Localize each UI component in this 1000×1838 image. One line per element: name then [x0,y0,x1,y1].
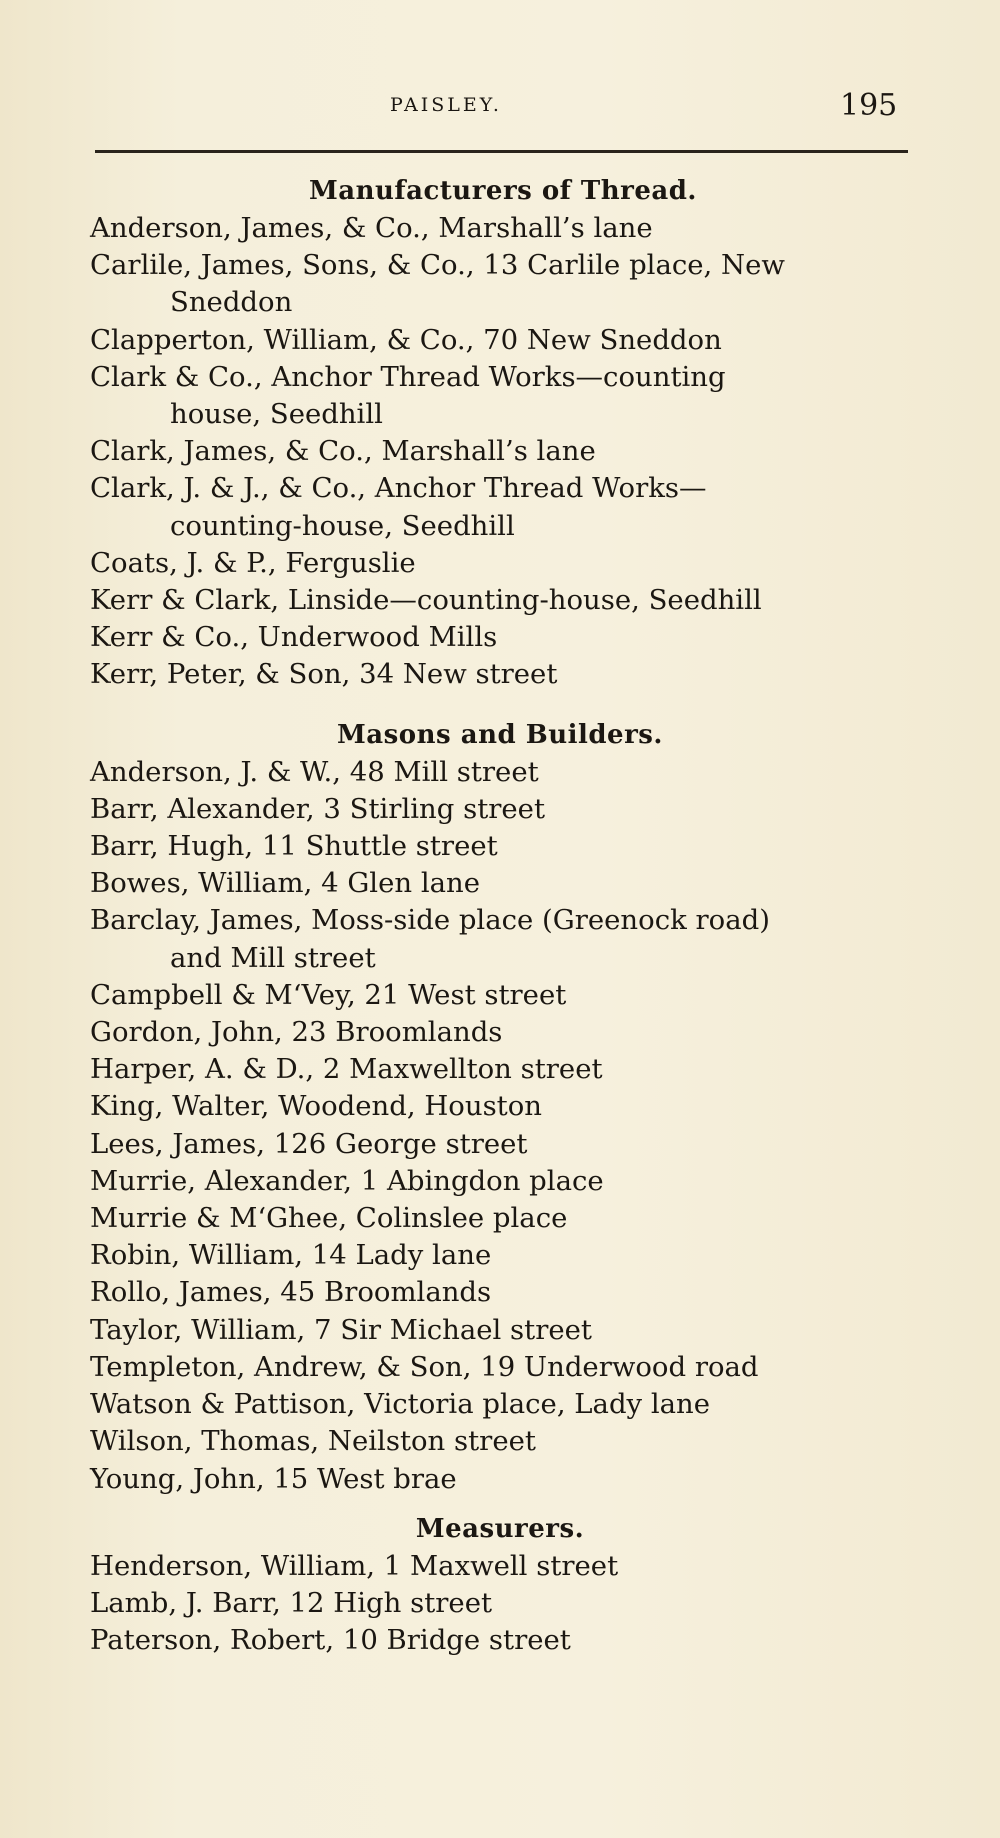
list-item: Clapperton, William, & Co., 70 New Sneddon [90,323,722,356]
section-gap [90,694,910,716]
list-item: Carlile, James, Sons, & Co., 13 Carlile place, New Sneddon [90,249,785,319]
list-item: Bowes, William, 4 Glen lane [90,867,480,900]
page-number: 195 [840,88,898,123]
list-item: Young, John, 15 West brae [90,1462,457,1495]
list-item: Kerr, Peter, & Son, 34 New street [90,658,558,691]
running-head [0,88,1000,124]
list-item: Lamb, J. Barr, 12 High street [90,1586,493,1619]
list-item: Wilson, Thomas, Neilston street [90,1425,536,1458]
directory-body [90,172,910,1659]
list-item: Clark & Co., Anchor Thread Works—counting house, Seedhill [90,360,726,431]
list-item: Murrie & M‘Ghee, Colinslee place [90,1202,568,1235]
list-item: Taylor, William, 7 Sir Michael street [90,1313,592,1346]
list-item: Harper, A. & D., 2 Maxwellton street [90,1053,603,1086]
list-item: Gordon, John, 23 Broomlands [90,1016,503,1049]
list-item: Watson & Pattison, Victoria place, Lady lane [90,1388,711,1421]
list-item: King, Walter, Woodend, Houston [90,1090,543,1123]
list-item: Clark, James, & Co., Marshall’s lane [90,435,596,468]
header-rule [95,150,908,153]
list-item: Kerr & Co., Underwood Mills [90,621,498,654]
list-item: Paterson, Robert, 10 Bridge street [90,1624,571,1657]
list-item: Barr, Hugh, 11 Shuttle street [90,830,498,863]
list-item: Kerr & Clark, Linside—counting-house, Seedhill [90,584,762,617]
list-item: Murrie, Alexander, 1 Abingdon place [90,1164,604,1197]
list-item: Anderson, James, & Co., Marshall’s lane [90,212,653,244]
section-heading: Measurers. [415,1513,585,1544]
list-item: Barclay, James, Moss-side place (Greenock road) and Mill street [90,904,770,974]
section-gap [90,1498,910,1510]
list-item: Templeton, Andrew, & Son, 19 Underwood road [90,1350,759,1383]
list-item: Clark, J. & J., & Co., Anchor Thread Works— counting-house, Seedhill [90,472,707,542]
list-item: Rollo, James, 45 Broomlands [90,1276,492,1309]
list-item: Lees, James, 126 George street [90,1127,528,1160]
list-item: Henderson, William, 1 Maxwell street [90,1549,619,1582]
list-item: Robin, William, 14 Lady lane [90,1239,492,1272]
section-heading: Masons and Builders. [337,719,663,750]
running-head-title: PAISLEY. [390,94,502,116]
list-item: Coats, J. & P., Ferguslie [90,546,416,579]
list-item: Barr, Alexander, 3 Stirling street [90,792,546,825]
list-item: Campbell & M‘Vey, 21 West street [90,978,567,1011]
section-heading: Manufacturers of Thread. [309,176,697,206]
list-item: Anderson, J. & W., 48 Mill street [90,755,539,788]
